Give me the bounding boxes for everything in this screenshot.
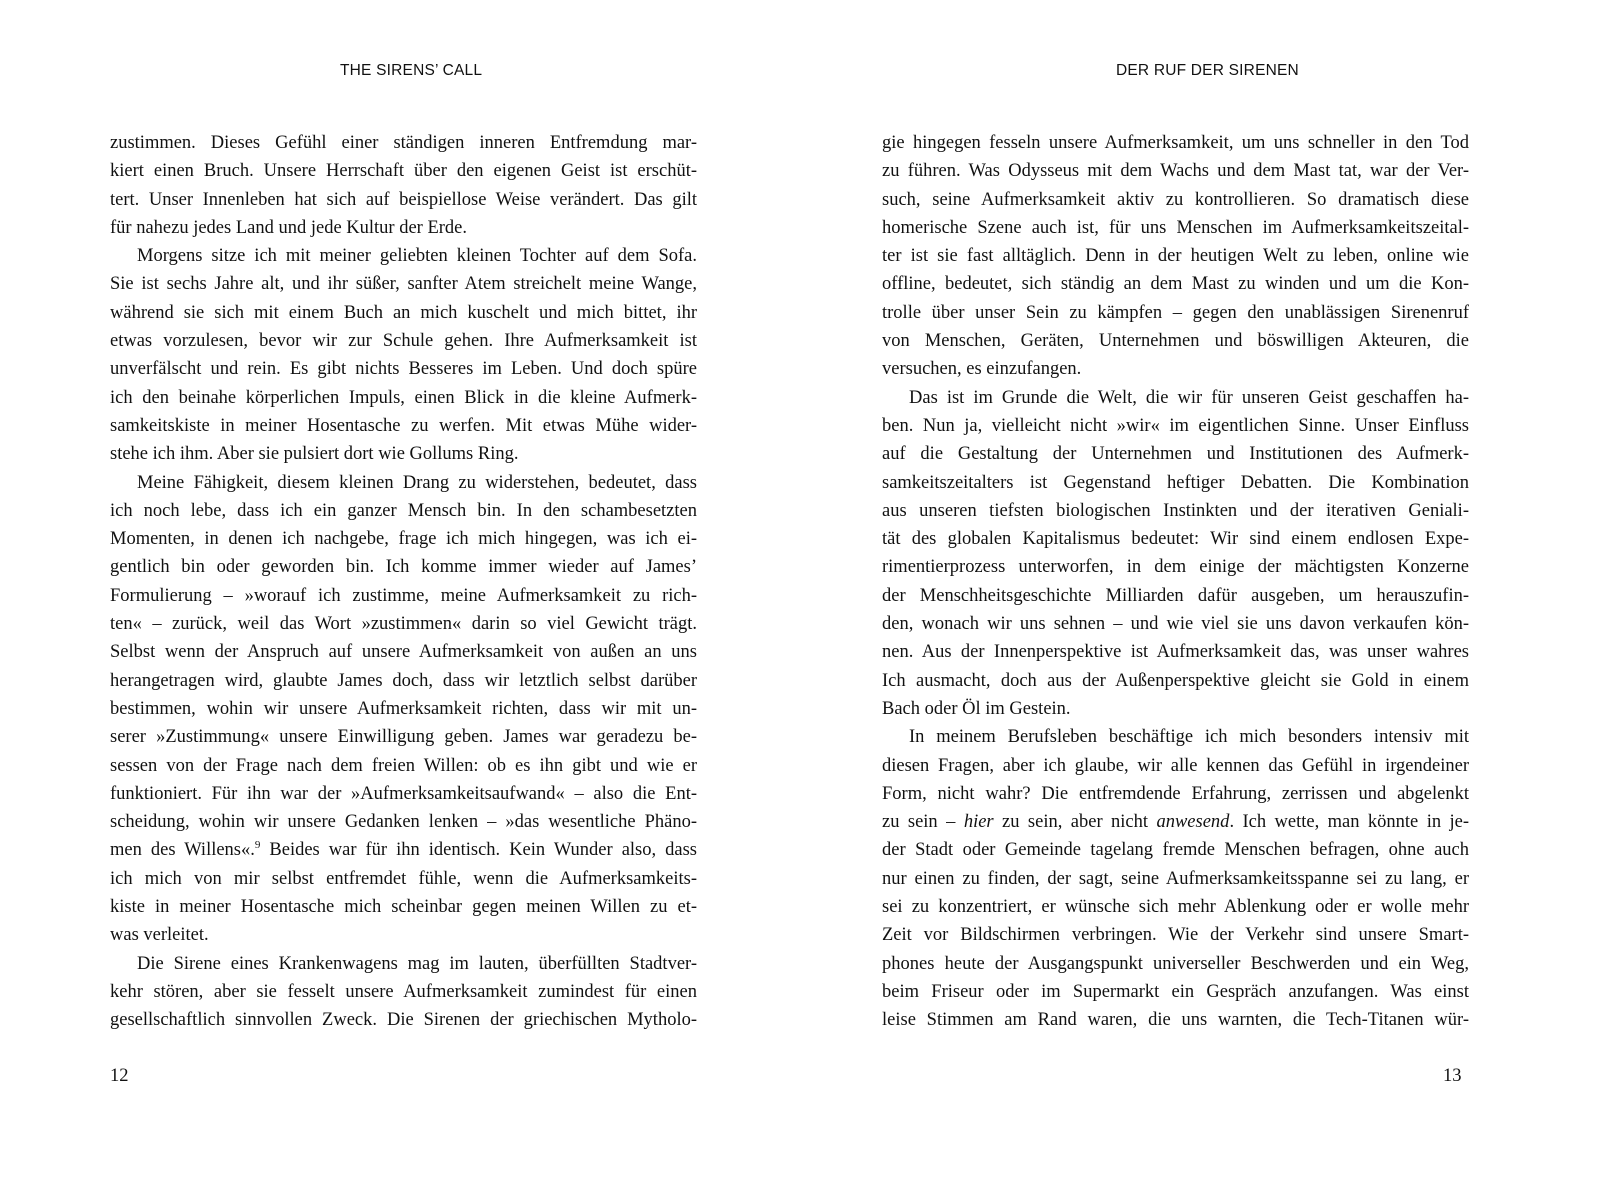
- text-line: funktioniert. Für ihn war der »Aufmerksamkeitsaufwand« – also die Ent-: [110, 783, 697, 804]
- text-line: Meine Fähigkeit, diesem kleinen Drang zu widerstehen, bedeutet, dass: [137, 472, 697, 493]
- text-line-with-italics: [882, 808, 1469, 836]
- text-line: samkeitszeitalters ist Gegenstand heftiger Debatten. Die Kombination: [882, 472, 1469, 493]
- text-line: während sie sich mit einem Buch an mich kuschelt und mich bittet, ihr: [110, 302, 697, 323]
- text-line: phones heute der Ausgangspunkt universeller Beschwerden und ein Weg,: [882, 953, 1469, 974]
- text-line: Das ist im Grunde die Welt, die wir für unseren Geist geschaffen ha-: [909, 387, 1469, 408]
- text-line: rimentierprozess unterworfen, in dem einige der mächtigsten Konzerne: [882, 557, 1469, 578]
- text-segment: . Ich wette, man könnte in je-: [1229, 812, 1469, 833]
- text-line: Sie ist sechs Jahre alt, und ihr süßer, sanfter Atem streichelt meine Wange,: [110, 274, 697, 295]
- text-line: ten« – zurück, weil das Wort »zustimmen« darin so viel Gewicht trägt.: [110, 614, 697, 635]
- running-head-right: DER RUF DER SIRENEN: [1116, 62, 1299, 79]
- text-line: unverfälscht und rein. Es gibt nichts Besseres im Leben. Und doch spüre: [110, 359, 697, 380]
- text-line: scheidung, wohin wir unsere Gedanken lenken – »das wesentliche Phäno-: [110, 812, 697, 833]
- text-segment: Beides war für ihn identisch. Kein Wunder also, dass: [260, 840, 697, 861]
- text-line: der Menschheitsgeschichte Milliarden dafür ausgeben, um herauszufin-: [882, 585, 1469, 606]
- text-line: zu führen. Was Odysseus mit dem Wachs und dem Mast tat, war der Ver-: [882, 161, 1469, 182]
- text-line: Formulierung – »worauf ich zustimme, meine Aufmerksamkeit zu rich-: [110, 585, 697, 606]
- text-line: kiste in meiner Hosentasche mich scheinbar gegen meinen Willen zu et-: [110, 897, 697, 918]
- text-line: tät des globalen Kapitalismus bedeutet: Wir sind einem endlosen Expe-: [882, 529, 1469, 550]
- text-line: stehe ich ihm. Aber sie pulsiert dort wie Gollums Ring.: [110, 444, 519, 465]
- italic-word: anwesend: [1156, 812, 1230, 833]
- text-line: In meinem Berufsleben beschäftige ich mich besonders intensiv mit: [909, 727, 1469, 748]
- text-line: Zeit vor Bildschirmen verbringen. Wie der Verkehr sind unsere Smart-: [882, 925, 1469, 946]
- text-line: versuchen, es einzufangen.: [882, 359, 1082, 380]
- text-segment: zu sein –: [882, 812, 956, 833]
- text-line: sessen von der Frage nach dem freien Willen: ob es ihn gibt und wie er: [110, 755, 697, 776]
- right-page-text: [882, 129, 1469, 1035]
- text-line: trolle über unser Sein zu kämpfen – gegen den unablässigen Sirenenruf: [882, 302, 1469, 323]
- text-line: herangetragen wird, glaubte James doch, dass wir letztlich selbst darüber: [110, 670, 697, 691]
- text-line: gesellschaftlich sinnvollen Zweck. Die Sirenen der griechischen Mytholo-: [110, 1010, 697, 1031]
- text-line: samkeitskiste in meiner Hosentasche zu werfen. Mit etwas Mühe wider-: [110, 415, 697, 436]
- text-line: Bach oder Öl im Gestein.: [882, 698, 1071, 719]
- left-page-text: [110, 129, 697, 1035]
- text-line: was verleitet.: [110, 925, 209, 946]
- text-line: der Stadt oder Gemeinde tagelang fremde Menschen befragen, ohne auch: [882, 840, 1469, 861]
- footnote-marker: 9: [254, 839, 261, 852]
- text-line: nen. Aus der Innenperspektive ist Aufmerksamkeit das, was unser wahres: [882, 642, 1469, 663]
- text-line: aus unseren tiefsten biologischen Instinkten und der iterativen Geniali-: [882, 500, 1469, 521]
- text-line: Momenten, in denen ich nachgebe, frage ich mich hingegen, was ich ei-: [110, 529, 697, 550]
- page-number-left: 12: [110, 1066, 129, 1086]
- text-line: such, seine Aufmerksamkeit aktiv zu kontrollieren. So dramatisch diese: [882, 189, 1469, 210]
- text-line: zustimmen. Dieses Gefühl einer ständigen inneren Entfremdung mar-: [110, 133, 697, 153]
- text-line: Ich ausmacht, doch aus der Außenperspektive gleicht sie Gold in einem: [882, 670, 1469, 691]
- italic-word: hier: [963, 812, 994, 833]
- text-line: Morgens sitze ich mit meiner geliebten kleinen Tochter auf dem Sofa.: [137, 246, 697, 267]
- text-line: tert. Unser Innenleben hat sich auf beispiellose Weise verändert. Das gilt: [110, 189, 697, 210]
- text-line: bestimmen, wohin wir unsere Aufmerksamkeit richten, dass wir mit un-: [110, 698, 697, 719]
- text-line: Die Sirene eines Krankenwagens mag im lauten, überfüllten Stadtver-: [137, 953, 697, 974]
- text-line: gentlich bin oder geworden bin. Ich komme immer wieder auf James’: [110, 557, 697, 578]
- text-segment: men des Willens«.: [110, 840, 255, 861]
- text-line: sei zu konzentriert, er wünsche sich mehr Ablenkung oder er wolle mehr: [882, 897, 1469, 918]
- text-line: ter ist sie fast alltäglich. Denn in der heutigen Welt zu leben, online wie: [882, 246, 1469, 267]
- text-line: kiert einen Bruch. Unsere Herrschaft über den eigenen Geist ist erschüt-: [110, 161, 697, 182]
- text-line: ich den beinahe körperlichen Impuls, einen Blick in die kleine Aufmerk-: [110, 387, 697, 408]
- text-line: kehr stören, aber sie fesselt unsere Aufmerksamkeit zumindest für einen: [110, 981, 697, 1002]
- text-line: von Menschen, Geräten, Unternehmen und böswilligen Akteuren, die: [882, 331, 1469, 352]
- text-line: homerische Szene auch ist, für uns Menschen im Aufmerksamkeitszeital-: [882, 217, 1469, 238]
- text-line: gie hingegen fesseln unsere Aufmerksamkeit, um uns schneller in den Tod: [882, 133, 1469, 153]
- text-line: diesen Fragen, aber ich glaube, wir alle kennen das Gefühl in irgendeiner: [882, 755, 1469, 776]
- text-line: ben. Nun ja, vielleicht nicht »wir« im eigentlichen Sinne. Unser Einfluss: [882, 415, 1469, 436]
- text-line: offline, bedeutet, sich ständig an dem Mast zu winden und um die Kon-: [882, 274, 1469, 295]
- running-head-left: THE SIRENS’ CALL: [340, 62, 483, 79]
- text-line: nur einen zu finden, der sagt, seine Aufmerksamkeitsspanne sei zu lang, er: [882, 868, 1469, 889]
- text-line: Form, nicht wahr? Die entfremdende Erfahrung, zerrissen und abgelenkt: [882, 783, 1469, 804]
- text-line: beim Friseur oder im Supermarkt ein Gespräch anzufangen. Was einst: [882, 981, 1469, 1002]
- text-line: ich noch lebe, dass ich ein ganzer Mensch bin. In den schambesetzten: [110, 500, 697, 521]
- text-line: für nahezu jedes Land und jede Kultur der Erde.: [110, 217, 468, 238]
- page-number-right: 13: [1443, 1066, 1462, 1086]
- text-line: serer »Zustimmung« unsere Einwilligung geben. James war geradezu be-: [110, 727, 697, 748]
- text-line: den, wonach wir uns sehnen – und wie viel sie uns davon verkaufen kön-: [882, 614, 1469, 635]
- text-line: Selbst wenn der Anspruch auf unsere Aufmerksamkeit von außen an uns: [110, 642, 697, 663]
- right-page: [800, 0, 1600, 1186]
- text-line: etwas vorzulesen, bevor wir zur Schule gehen. Ihre Aufmerksamkeit ist: [110, 331, 697, 352]
- text-line: ich mich von mir selbst entfremdet fühle, wenn die Aufmerksamkeits-: [110, 868, 697, 889]
- text-line-with-footnote: [110, 836, 697, 864]
- text-line: auf die Gestaltung der Unternehmen und Institutionen des Aufmerk-: [882, 444, 1469, 465]
- text-line: leise Stimmen am Rand waren, die uns warnten, die Tech-Titanen wür-: [882, 1010, 1469, 1031]
- text-segment: zu sein, aber nicht: [993, 812, 1157, 833]
